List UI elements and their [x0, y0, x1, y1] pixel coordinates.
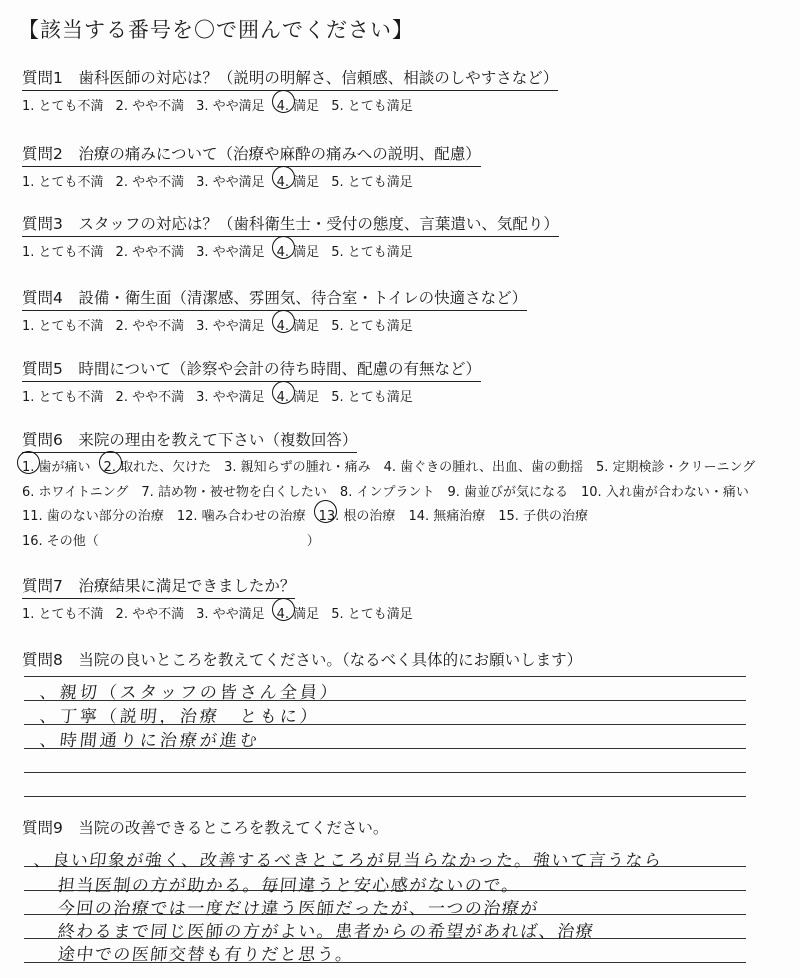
rating-option[interactable]: 4. 満足	[277, 241, 320, 260]
ruled-line	[24, 676, 746, 677]
reason-option[interactable]: 15. 子供の治療	[498, 509, 589, 524]
rating-option[interactable]: 3. やや満足	[196, 607, 265, 622]
handwritten-answer: 途中での医師交替も有りだと思う。	[56, 945, 355, 965]
rating-option[interactable]: 5. とても満足	[331, 175, 413, 190]
rating-option[interactable]: 1. とても不満	[22, 245, 104, 260]
reason-option[interactable]: 4. 歯ぐきの腫れ、出血、歯の動揺	[383, 460, 583, 475]
reason-option[interactable]: 9. 歯並びが気になる	[447, 484, 569, 500]
question-title: 質問8 当院の良いところを教えてください。（なるべく具体的にお願いします）	[22, 651, 583, 669]
rating-option[interactable]: 4. 満足	[277, 386, 320, 405]
reason-options	[22, 456, 782, 554]
question-5	[22, 357, 782, 405]
rating-option[interactable]: 1. とても不満	[22, 175, 104, 190]
rating-option[interactable]: 4. 満足	[277, 95, 320, 114]
reason-option[interactable]: 3. 親知らずの腫れ・痛み	[224, 460, 371, 475]
handwritten-answer: 担当医制の方が助かる。毎回違うと安心感がないので。	[56, 876, 521, 896]
reason-option[interactable]: 7. 詰め物・被せ物を白くしたい	[141, 484, 327, 500]
rating-option[interactable]: 4. 満足	[277, 315, 320, 334]
rating-option[interactable]: 2. やや不満	[115, 319, 185, 334]
handwritten-answer: 、良い印象が強く、改善するべきところが見当らなかった。強いて言うなら	[32, 851, 664, 871]
rating-option[interactable]: 5. とても満足	[331, 607, 413, 622]
ruled-line	[24, 772, 746, 773]
question-6	[22, 428, 782, 554]
rating-option[interactable]: 3. やや満足	[196, 99, 265, 114]
question-1	[22, 66, 782, 114]
reason-option[interactable]: 8. インプラント	[339, 484, 435, 500]
rating-option[interactable]: 2. やや不満	[115, 390, 185, 405]
rating-option[interactable]: 5. とても満足	[331, 99, 413, 114]
reason-option[interactable]: 2. 取れた、欠けた	[104, 456, 212, 481]
reason-option[interactable]: 11. 歯のない部分の治療	[22, 509, 164, 524]
reason-option[interactable]: 16. その他（ ）	[22, 533, 320, 549]
question-title: 質問1 歯科医師の対応は？（説明の明解さ、信頼感、相談のしやすさなど）	[22, 66, 558, 91]
rating-options	[22, 315, 782, 334]
reason-option[interactable]: 13. 根の治療	[319, 505, 396, 530]
handwritten-answer: 、親切（スタッフの皆さん全員）	[38, 683, 341, 703]
rating-option[interactable]: 5. とても満足	[331, 319, 413, 334]
rating-option[interactable]: 3. やや満足	[196, 319, 265, 334]
rating-option[interactable]: 3. やや満足	[196, 390, 265, 405]
question-3	[22, 212, 782, 260]
handwritten-answer: 今回の治療では一度だけ違う医師だったが、一つの治療が	[56, 899, 540, 919]
rating-options	[22, 603, 782, 622]
question-title: 質問9 当院の改善できるところを教えてください。	[22, 819, 389, 837]
rating-options	[22, 171, 782, 190]
rating-options	[22, 95, 782, 114]
rating-option[interactable]: 5. とても満足	[331, 390, 413, 405]
rating-option[interactable]: 2. やや不満	[115, 245, 185, 260]
reason-option[interactable]: 10. 入れ歯が合わない・痛い	[581, 484, 749, 500]
handwritten-answer: 、丁寧（説明，治療 ともに）	[38, 707, 321, 727]
rating-option[interactable]: 4. 満足	[277, 603, 320, 622]
question-title: 質問2 治療の痛みについて（治療や麻酔の痛みへの説明、配慮）	[22, 142, 481, 167]
rating-options	[22, 241, 782, 260]
handwritten-answer: 、時間通りに治療が進む	[38, 731, 261, 751]
rating-options	[22, 386, 782, 405]
reason-option[interactable]: 1. 歯が痛い	[22, 456, 91, 481]
question-title: 質問7 治療結果に満足できましたか？	[22, 574, 295, 599]
question-9	[22, 816, 782, 840]
rating-option[interactable]: 1. とても不満	[22, 607, 104, 622]
question-title: 質問6 来院の理由を教えて下さい（複数回答）	[22, 428, 357, 453]
form-heading: 【該当する番号を〇で囲んでください】	[18, 18, 414, 42]
question-title: 質問4 設備・衛生面（清潔感、雰囲気、待合室・トイレの快適さなど）	[22, 286, 527, 311]
rating-option[interactable]: 3. やや満足	[196, 175, 265, 190]
rating-option[interactable]: 2. やや不満	[115, 99, 185, 114]
rating-option[interactable]: 5. とても満足	[331, 245, 413, 260]
question-4	[22, 286, 782, 334]
question-title: 質問5 時間について（診察や会計の待ち時間、配慮の有無など）	[22, 357, 481, 382]
question-8	[22, 648, 782, 672]
rating-option[interactable]: 3. やや満足	[196, 245, 265, 260]
handwritten-answer: 終わるまで同じ医師の方がよい。患者からの希望があれば、治療	[56, 922, 596, 942]
question-title: 質問3 スタッフの対応は？（歯科衛生士・受付の態度、言葉遣い、気配り）	[22, 212, 559, 237]
rating-option[interactable]: 2. やや不満	[115, 607, 185, 622]
reason-option[interactable]: 14. 無痛治療	[408, 509, 486, 524]
rating-option[interactable]: 1. とても不満	[22, 319, 104, 334]
question-2	[22, 142, 782, 190]
rating-option[interactable]: 2. やや不満	[115, 175, 185, 190]
reason-option[interactable]: 6. ホワイトニング	[22, 484, 129, 500]
rating-option[interactable]: 4. 満足	[277, 171, 320, 190]
ruled-line	[24, 796, 746, 797]
reason-option[interactable]: 12. 噛み合わせの治療	[176, 509, 306, 524]
rating-option[interactable]: 1. とても不満	[22, 390, 104, 405]
reason-option[interactable]: 5. 定期検診・クリーニング	[595, 460, 756, 475]
rating-option[interactable]: 1. とても不満	[22, 99, 104, 114]
question-7	[22, 574, 782, 622]
